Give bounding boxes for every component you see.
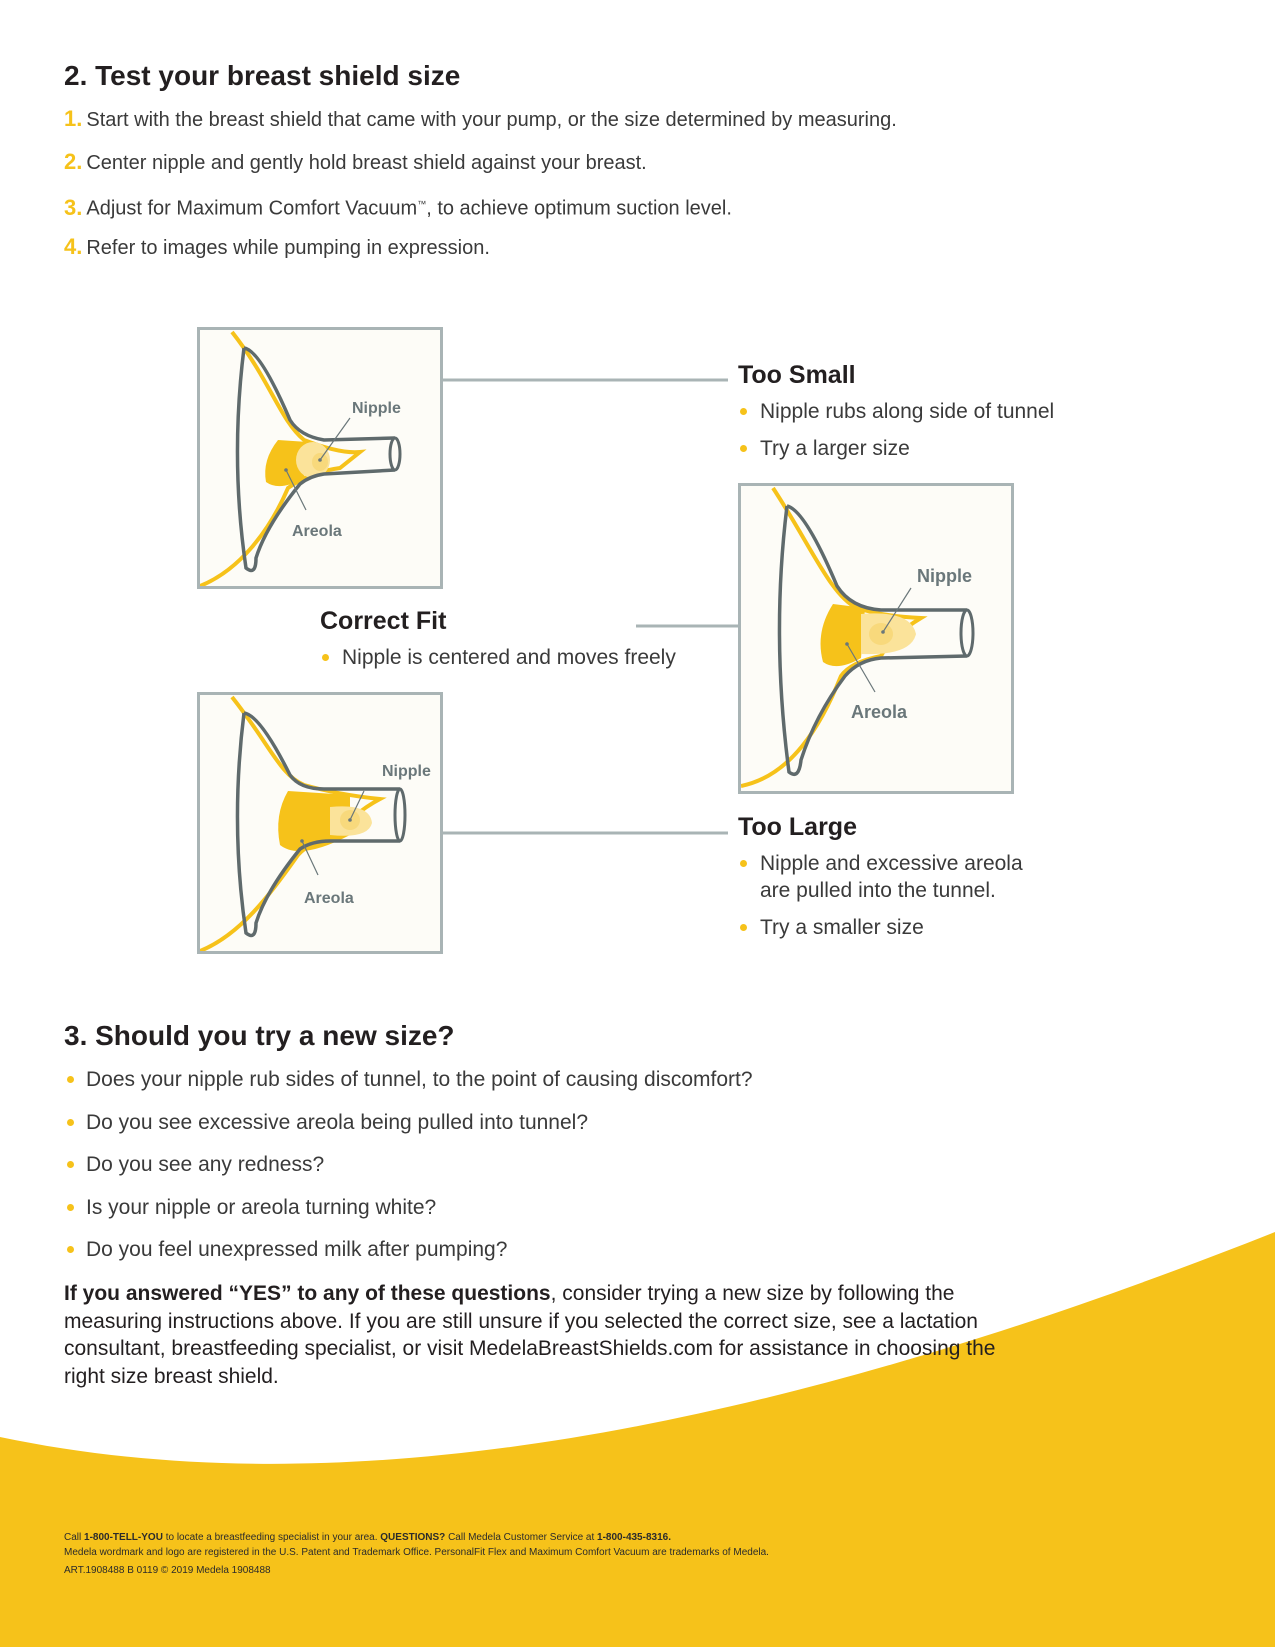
step-item: 1. Start with the breast shield that came with your pump, or the size determined by measuring.	[64, 106, 897, 131]
list-item: Is your nipple or areola turning white?	[64, 1194, 964, 1221]
footer-trademark-line: Medela wordmark and logo are registered in the U.S. Patent and Trademark Office. PersonalFit Flex and Maximum Comfort Vacuum are trademarks of Medela.	[64, 1547, 769, 1558]
list-item: Nipple and excessive areola are pulled into the tunnel.	[738, 850, 1058, 904]
answer-bold: If you answered “YES” to any of these questions	[64, 1282, 551, 1305]
nipple-label: Nipple	[917, 566, 973, 586]
footer-art-line: ART.1908488 B 0119 © 2019 Medela 1908488	[64, 1565, 271, 1576]
areola-label: Areola	[851, 702, 908, 722]
too-large-callout	[738, 813, 1058, 951]
section-3-title: 3. Should you try a new size?	[64, 1020, 455, 1051]
footer	[64, 1530, 769, 1578]
too-small-callout	[738, 361, 1118, 472]
too-small-list	[738, 398, 1118, 462]
correct-fit-title: Correct Fit	[320, 607, 447, 635]
list-item: Nipple rubs along side of tunnel	[738, 398, 1118, 425]
step-item: 4. Refer to images while pumping in expression.	[64, 233, 490, 259]
step-item: 3. Adjust for Maximum Comfort Vacuum™, to achieve optimum suction level.	[64, 194, 732, 220]
answer-text: , consider trying a new size by following the measuring instructions above. If you are still unsure if you selected the correct size, see a lactation consultant, breastfeeding specialist, or visit MedelaBreastShields.com for assistance in choosing the right size breast shield.	[64, 1282, 996, 1388]
section-2-title: 2. Test your breast shield size	[64, 60, 461, 91]
questions-list	[64, 1066, 964, 1279]
nipple-label: Nipple	[352, 400, 401, 417]
correct-fit-list	[320, 644, 720, 671]
step-item: 2. Center nipple and gently hold breast shield against your breast.	[64, 148, 647, 174]
too-large-diagram	[197, 692, 443, 954]
list-item: Does your nipple rub sides of tunnel, to the point of causing discomfort?	[64, 1066, 964, 1093]
list-item: Do you see excessive areola being pulled into tunnel?	[64, 1109, 964, 1136]
breast-shield-illustration	[741, 486, 1011, 791]
answer-paragraph	[64, 1280, 1004, 1390]
too-small-title: Too Small	[738, 361, 856, 389]
footer-contact-line: Call 1-800-TELL-YOU to locate a breastfeeding specialist in your area. QUESTIONS? Call Medela Customer Service at 1-800-435-8316.	[64, 1532, 671, 1543]
too-large-title: Too Large	[738, 813, 857, 841]
nipple-label: Nipple	[382, 763, 431, 780]
list-item: Try a larger size	[738, 435, 1118, 462]
correct-fit-diagram	[738, 483, 1014, 794]
breast-shield-illustration	[200, 695, 440, 951]
list-item: Try a smaller size	[738, 914, 1058, 941]
list-item: Do you see any redness?	[64, 1151, 964, 1178]
areola-label: Areola	[292, 523, 342, 540]
areola-label: Areola	[304, 890, 354, 907]
too-large-list	[738, 850, 1058, 941]
breast-shield-illustration	[200, 330, 440, 586]
list-item: Do you feel unexpressed milk after pumping?	[64, 1236, 964, 1263]
correct-fit-callout	[320, 607, 720, 681]
too-small-diagram	[197, 327, 443, 589]
list-item: Nipple is centered and moves freely	[320, 644, 720, 671]
